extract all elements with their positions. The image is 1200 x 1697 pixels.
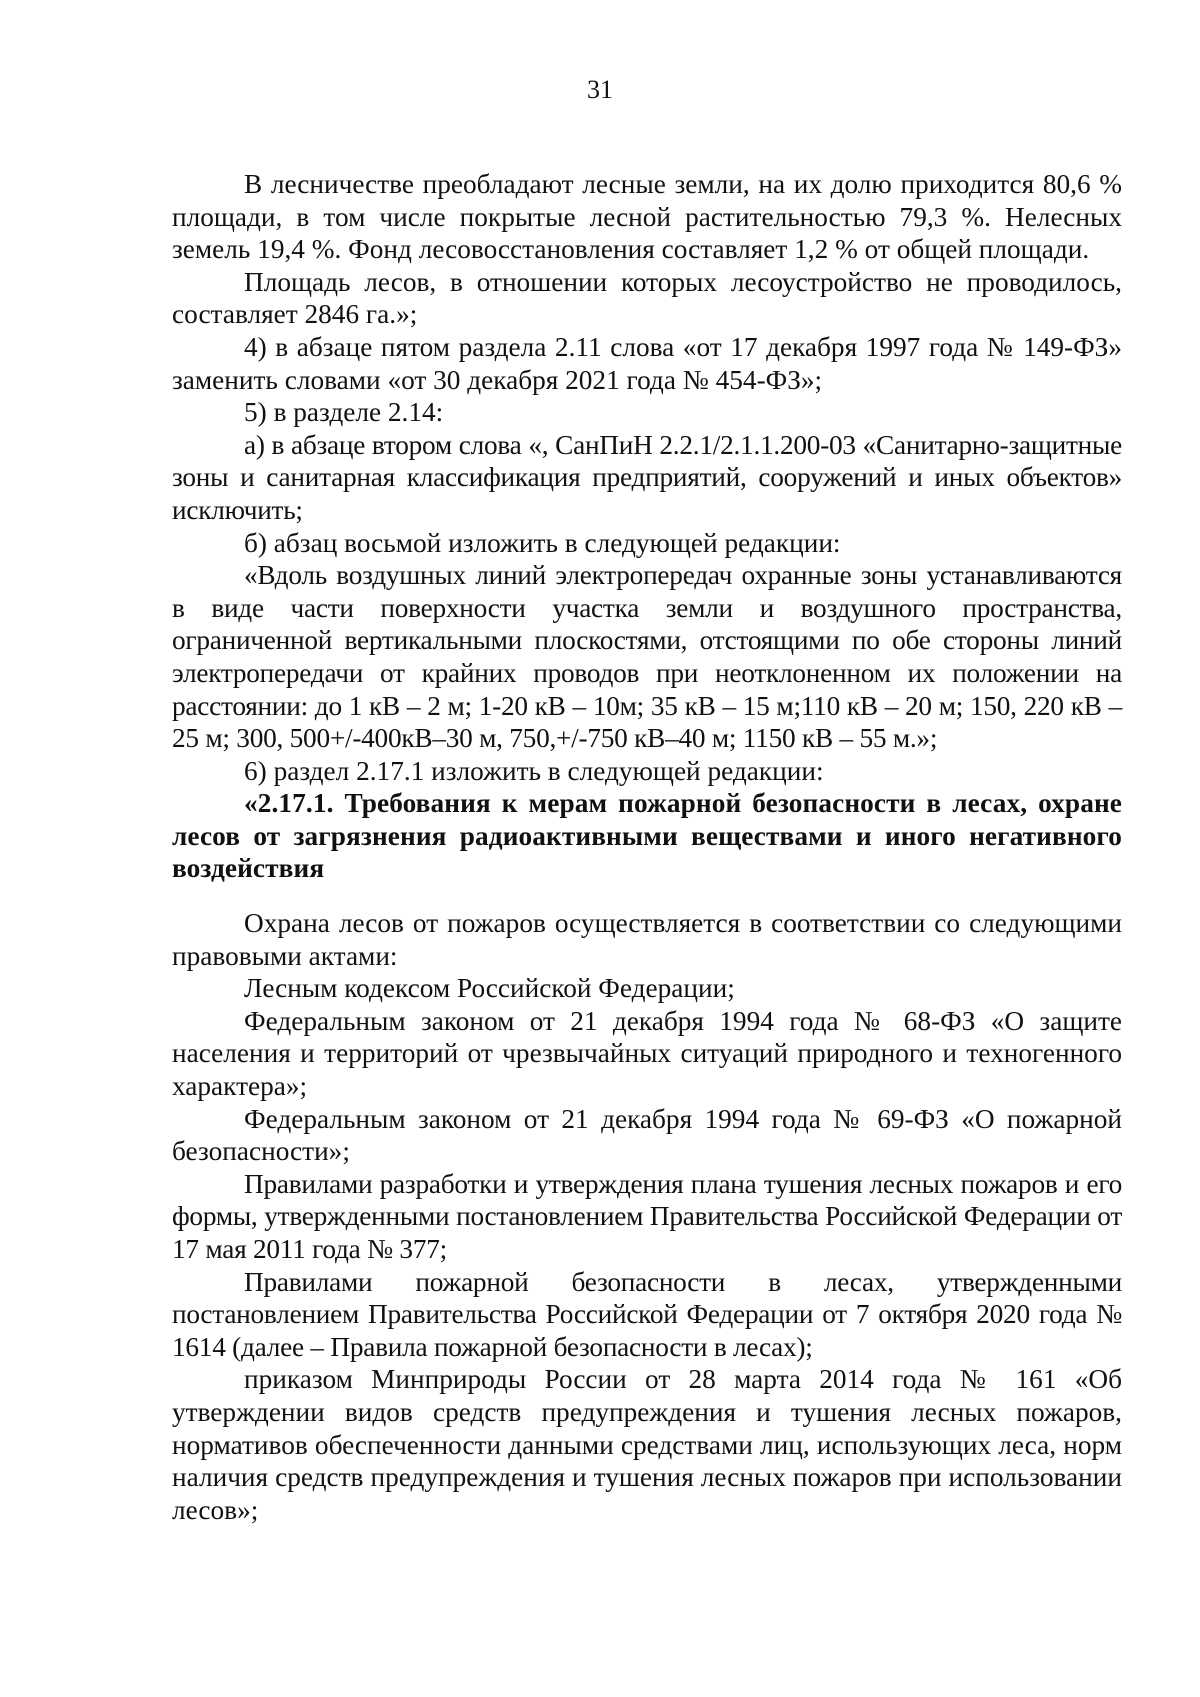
paragraph-amendment-5: 5) в разделе 2.14:	[244, 397, 444, 428]
list-item-rules-1614: Правилами пожарной безопасности в лесах, утвержденными постановлением Правительства Российской Федерации от 7 октября 2020 года № 1614 (далее – Правила пожарной безопасности в лесах);	[172, 1266, 1122, 1362]
document-body	[172, 168, 1122, 1526]
list-item-rules-377: Правилами разработки и утверждения плана тушения лесных пожаров и его формы, утвержденными постановлением Правительства Российской Федерации от 17 мая 2011 года № 377;	[172, 1168, 1122, 1264]
paragraph-land-share: В лесничестве преобладают лесные земли, на их долю приходится 80,6 % площади, в том числе покрытые лесной растительностью 79,3 %. Нелесных земель 19,4 %. Фонд лесовосстановления составляет 1,2 % от общей площади.	[172, 169, 1122, 265]
list-item-law-69: Федеральным законом от 21 декабря 1994 года № 69-ФЗ «О пожарной безопасности»;	[172, 1103, 1122, 1167]
paragraph-amendment-5a: а) в абзаце втором слова «, СанПиН 2.2.1/2.1.1.200-03 «Санитарно-защитные зоны и санитарная классификация предприятий, сооружений и иных объектов» исключить;	[172, 429, 1122, 525]
page-number: 31	[587, 75, 613, 104]
section-heading-2-17-1: «2.17.1. Требования к мерам пожарной безопасности в лесах, охране лесов от загрязнения радиоактивными веществами и иного негативного воздействия	[172, 788, 1122, 884]
paragraph-amendment-5b: б) абзац восьмой изложить в следующей редакции:	[244, 527, 841, 558]
paragraph-fire-protection-intro: Охрана лесов от пожаров осуществляется в соответствии со следующими правовыми актами:	[172, 908, 1122, 971]
paragraph-amendment-6: 6) раздел 2.17.1 изложить в следующей редакции:	[244, 755, 824, 786]
paragraph-power-line-zones: «Вдоль воздушных линий электропередач охранные зоны устанавливаются в виде части поверхности участка земли и воздушного пространства, ограниченной вертикальными плоскостями, отстоящими по обе стороны линий электропередачи от крайних проводов при неотклоненном их положении на расстоянии: до 1 кВ – 2 м; 1-20 кВ – 10м; 35 кВ – 15 м;110 кВ – 20 м; 150, 220 кВ – 25 м; 300, 500+/-400кВ–30 м, 750,+/-750 кВ–40 м; 1150 кВ – 55 м.»;	[172, 560, 1122, 754]
paragraph-amendment-4: 4) в абзаце пятом раздела 2.11 слова «от 17 декабря 1997 года № 149-ФЗ» заменить словами «от 30 декабря 2021 года № 454-ФЗ»;	[172, 331, 1122, 395]
list-item-forest-code: Лесным кодексом Российской Федерации;	[244, 973, 735, 1004]
list-item-law-68: Федеральным законом от 21 декабря 1994 года № 68-ФЗ «О защите населения и территорий от чрезвычайных ситуаций природного и техногенного характера»;	[172, 1005, 1122, 1102]
paragraph-unsurveyed-area: Площадь лесов, в отношении которых лесоустройство не проводилось, составляет 2846 га.»;	[172, 266, 1122, 330]
list-item-order-161: приказом Минприроды России от 28 марта 2014 года № 161 «Об утверждении видов средств предупреждения и тушения лесных пожаров, нормативов обеспеченности данными средствами лиц, использующих леса, норм наличия средств предупреждения и тушения лесных пожаров при использовании лесов»;	[172, 1364, 1122, 1525]
